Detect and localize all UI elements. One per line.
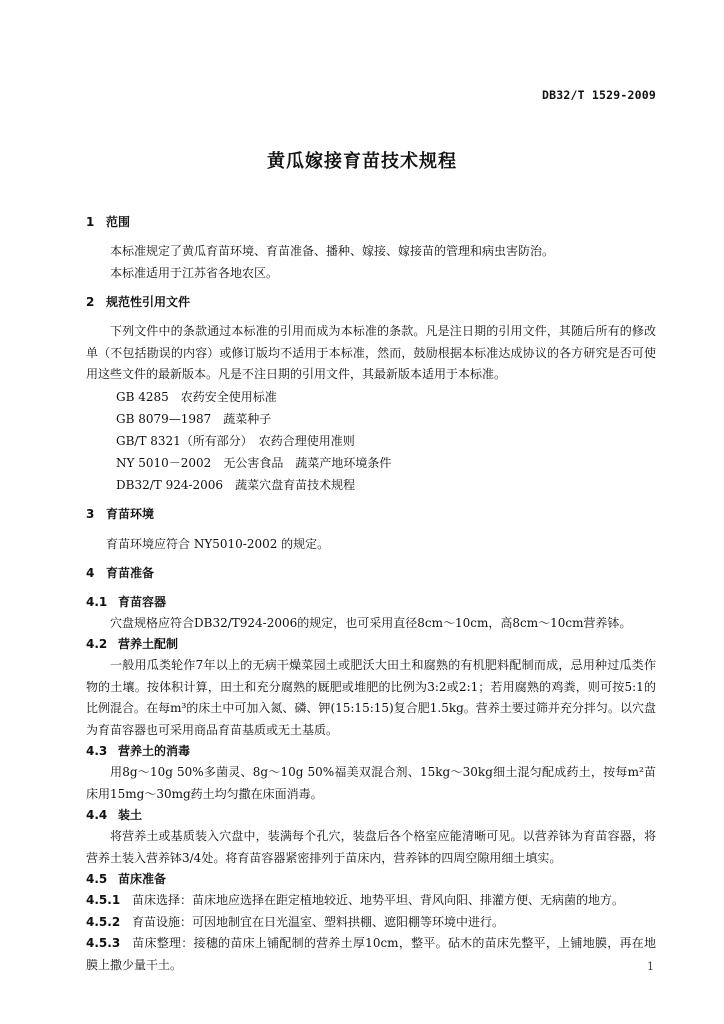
paragraph: 本标准适用于江苏省各地农区。 [110, 265, 279, 280]
section-number: 1 [86, 215, 95, 229]
paragraph: 穴盘规格应符合DB32/T924-2006的规定，也可采用直径8cm～10cm，高8cm～10cm营养钵。 [110, 615, 632, 630]
section-3-heading [86, 504, 656, 525]
section-number: 3 [86, 506, 95, 521]
section-2-heading [86, 292, 656, 313]
section-title: 范围 [106, 215, 131, 229]
section-title: 育苗准备 [106, 565, 155, 580]
paragraph: 用8g～10g 50%多菌灵、8g～10g 50%福美双混合剂、15kg～30kg细土混匀配成药土，按每m²苗床用15mg～30mg药土均匀撒在床面消毒。 [86, 765, 656, 801]
document-number: DB32/T 1529-2009 [542, 88, 656, 102]
paragraph: 将营养土或基质装入穴盘中，装满每个孔穴，装盘后各个格室应能清晰可见。以营养钵为育苗容器，将营养土装入营养钵3/4处。将育苗容器紧密排列于苗床内，营养钵的四周空隙用细土填实。 [86, 829, 656, 865]
subsection-title: 装土 [118, 808, 143, 822]
reference-item: GB 8079—1987 蔬菜种子 [116, 411, 272, 426]
clause-4-5-1 [86, 890, 656, 912]
paragraph: 本标准规定了黄瓜育苗环境、育苗准备、播种、嫁接、嫁接苗的管理和病虫害防治。 [110, 244, 555, 258]
subsection-4-3-heading [86, 741, 656, 762]
subsection-4-5-heading [86, 869, 656, 890]
clause-text: 苗床整理：接穗的苗床上铺配制的营养土厚10cm，整平。砧木的苗床先整平，上铺地膜，再在地膜上撒少量干土。 [86, 936, 656, 972]
section-number: 4 [86, 565, 95, 580]
reference-item: GB/T 8321（所有部分） 农药合理使用准则 [116, 433, 355, 448]
section-1-heading [86, 212, 656, 233]
document-title: 黄瓜嫁接育苗技术规程 [267, 151, 457, 172]
paragraph: 下列文件中的条款通过本标准的引用而成为本标准的条款。凡是注日期的引用文件，其随后所有的修改单（不包括勘误的内容）或修订版均不适用于本标准，然而，鼓励根据本标准达成协议的各方研究是否可使用这些文件的最新版本。凡是不注日期的引用文件，其最新版本适用于本标准。 [86, 324, 656, 381]
clause-number: 4.5.3 [86, 936, 121, 950]
subsection-title: 苗床准备 [118, 872, 167, 886]
subsection-number: 4.2 [86, 637, 108, 651]
clause-number: 4.5.2 [86, 914, 121, 929]
clause-4-5-3 [86, 933, 656, 976]
paragraph: 育苗环境应符合 NY5010-2002 的规定。 [106, 536, 330, 551]
subsection-title: 育苗容器 [118, 594, 167, 609]
section-number: 2 [86, 295, 95, 309]
subsection-title: 营养土配制 [118, 637, 179, 651]
reference-item: DB32/T 924-2006 蔬菜穴盘育苗技术规程 [116, 477, 356, 492]
page-number: 1 [647, 960, 654, 973]
subsection-title: 营养土的消毒 [118, 744, 191, 758]
reference-item: GB 4285 农药安全使用标准 [116, 389, 277, 404]
section-4-heading [86, 563, 656, 584]
section-title: 育苗环境 [106, 506, 155, 521]
clause-4-5-2 [86, 912, 656, 934]
document-body [86, 212, 656, 976]
subsection-4-2-heading [86, 634, 656, 655]
subsection-number: 4.5 [86, 872, 108, 886]
clause-text: 育苗设施：可因地制宜在日光温室、塑料拱棚、遮阳棚等环境中进行。 [132, 914, 505, 929]
clause-number: 4.5.1 [86, 893, 121, 907]
subsection-number: 4.4 [86, 808, 108, 822]
reference-item: NY 5010－2002 无公害食品 蔬菜产地环境条件 [116, 455, 392, 470]
paragraph: 一般用瓜类轮作7年以上的无病干燥菜园土或肥沃大田土和腐熟的有机肥料配制而成，忌用种过瓜类作物的土壤。按体积计算，田土和充分腐熟的厩肥或堆肥的比例为3:2或2:1；若用腐熟的鸡粪，则可按5:1的比例混合。在每m³的床土中可加入氮、磷、钾(15:15:15)复合肥1.5kg。营养土要过筛并充分拌匀。以穴盘为育苗容器也可采用商品育苗基质或无土基质。 [86, 658, 656, 737]
clause-text: 苗床选择：苗床地应选择在距定植地较近、地势平坦、背风向阳、排灌方便、无病菌的地方。 [132, 893, 625, 907]
section-title: 规范性引用文件 [106, 295, 191, 309]
subsection-4-4-heading [86, 805, 656, 826]
subsection-4-1-heading [86, 592, 656, 613]
subsection-number: 4.1 [86, 594, 108, 609]
subsection-number: 4.3 [86, 744, 108, 758]
